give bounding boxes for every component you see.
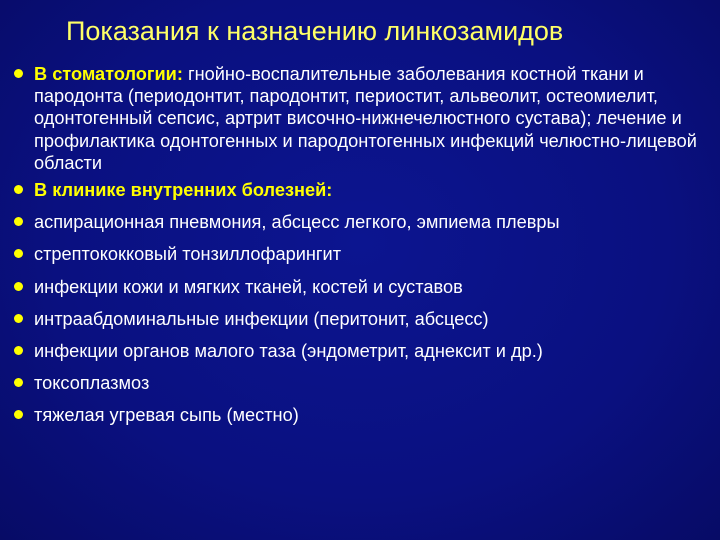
list-item bbox=[12, 340, 702, 362]
item-text: инфекции органов малого таза (эндометрит, аднексит и др.) bbox=[34, 341, 543, 362]
item-text: гнойно-воспалительные заболевания костной ткани и пародонта (периодонтит, пародонтит, периостит, альвеолит, остеомиелит, одонтогенный сепсис, артрит височно-нижнечелюстного сустава); лечение и профилактика одонтогенных и пародонтогенных инфекций челюстно-лицевой области bbox=[34, 64, 697, 173]
list-item bbox=[12, 179, 702, 201]
list-item bbox=[12, 308, 702, 330]
bullet-dot-icon bbox=[14, 69, 23, 78]
item-text: токсоплазмоз bbox=[34, 373, 150, 394]
bullet-dot-icon bbox=[14, 346, 23, 355]
bullet-dot-icon bbox=[14, 185, 23, 194]
list-item bbox=[12, 276, 702, 298]
list-item bbox=[12, 243, 702, 265]
list-item bbox=[12, 63, 702, 174]
bullet-dot-icon bbox=[14, 282, 23, 291]
bullet-list bbox=[12, 63, 702, 437]
item-lead: В клинике внутренних болезней: bbox=[34, 180, 333, 201]
item-lead: В стоматологии: bbox=[34, 64, 183, 84]
bullet-dot-icon bbox=[14, 314, 23, 323]
item-text: инфекции кожи и мягких тканей, костей и суставов bbox=[34, 276, 463, 297]
slide-title: Показания к назначению линкозамидов bbox=[66, 16, 564, 46]
item-text: интраабдоминальные инфекции (перитонит, абсцесс) bbox=[34, 308, 489, 329]
list-item bbox=[12, 211, 702, 233]
item-text: тяжелая угревая сыпь (местно) bbox=[34, 405, 299, 426]
item-text: аспирационная пневмония, абсцесс легкого, эмпиема плевры bbox=[34, 212, 560, 233]
bullet-dot-icon bbox=[14, 378, 23, 387]
item-text: стрептококковый тонзиллофарингит bbox=[34, 244, 342, 265]
bullet-dot-icon bbox=[14, 249, 23, 258]
list-item bbox=[12, 404, 702, 426]
list-item bbox=[12, 372, 702, 394]
bullet-dot-icon bbox=[14, 410, 23, 419]
bullet-dot-icon bbox=[14, 217, 23, 226]
